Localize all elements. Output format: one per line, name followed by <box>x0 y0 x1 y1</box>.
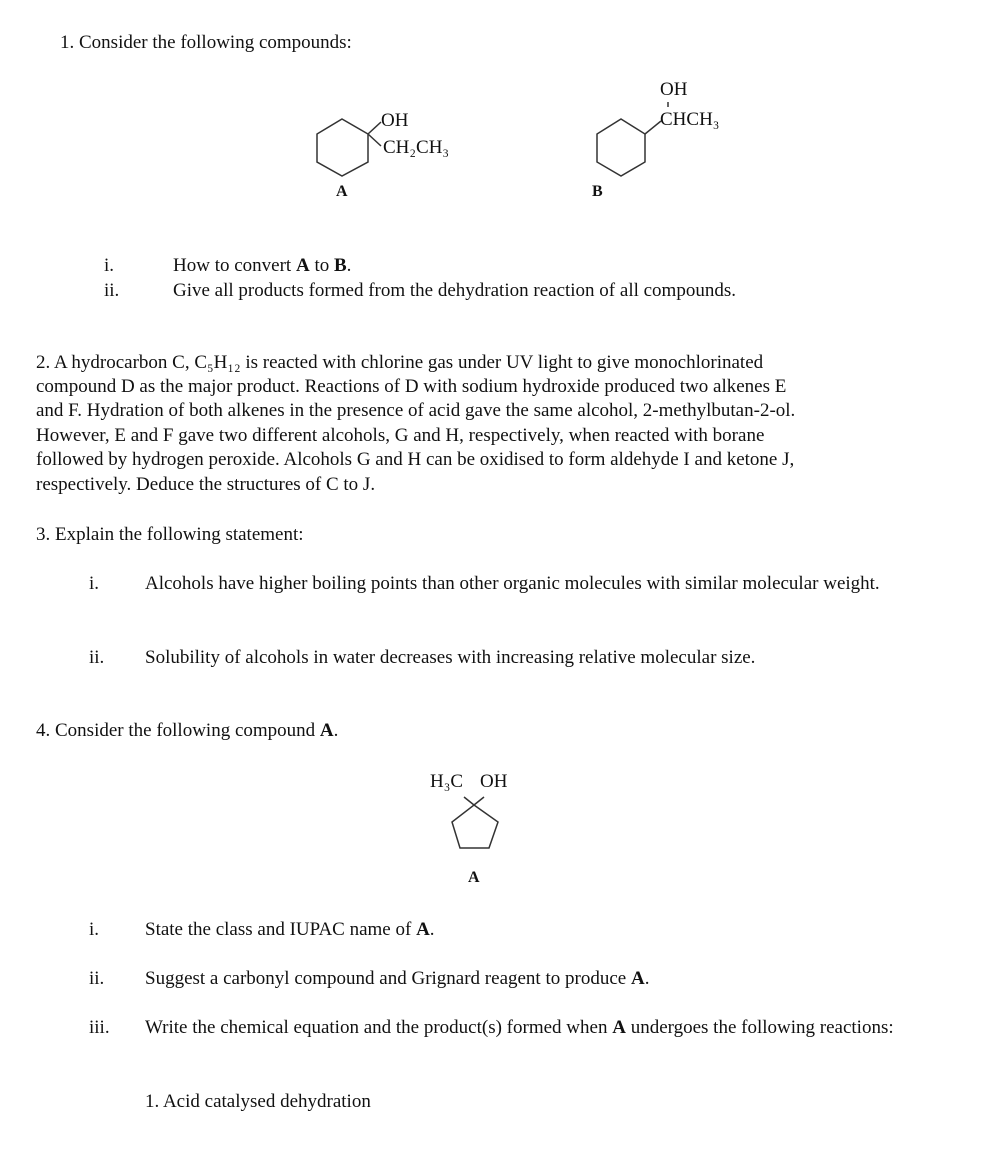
q1-title: 1. Consider the following compounds: <box>60 32 352 53</box>
compound-a-label: A <box>336 183 348 200</box>
q2-line: 2. A hydrocarbon C, C₅H₁₂ is reacted with chlorine gas under UV light to give monochlorinated <box>36 352 764 373</box>
cyclohexane-ring-b <box>597 102 668 176</box>
q1-item-num: i. <box>104 255 115 276</box>
compound-a-chain: CH₂CH₃ <box>383 137 450 158</box>
q4-item-text: Write the chemical equation and the product(s) formed when A undergoes the following reactions: <box>145 1017 894 1038</box>
cyclohexane-ring-a <box>317 119 381 176</box>
compound-label: A <box>468 869 480 886</box>
compound-b-chain: CHCH₃ <box>660 109 720 130</box>
q4-sub-item: 1. Acid catalysed dehydration <box>145 1091 371 1112</box>
q3-title: 3. Explain the following statement: <box>36 524 304 545</box>
q2-line: However, E and F gave two different alcohols, G and H, respectively, when reacted with borane <box>36 425 765 446</box>
compound-methyl: H₃C <box>430 771 464 792</box>
q3-item-text: Alcohols have higher boiling points than other organic molecules with similar molecular weight. <box>145 573 880 594</box>
q4-item-text: State the class and IUPAC name of A. <box>145 919 435 940</box>
q4-title: 4. Consider the following compound A. <box>36 720 339 741</box>
cyclopentane-ring <box>452 797 498 848</box>
q1-item-text: Give all products formed from the dehydration reaction of all compounds. <box>173 280 736 301</box>
q3-item-num: ii. <box>89 647 105 668</box>
q3-item-text: Solubility of alcohols in water decreases with increasing relative molecular size. <box>145 647 756 668</box>
q4-item-num: iii. <box>89 1017 110 1038</box>
compound-oh: OH <box>480 771 508 792</box>
q1-item-text: How to convert A to B. <box>173 255 352 276</box>
compound-a-oh: OH <box>381 110 409 131</box>
compound-b-label: B <box>592 183 603 200</box>
q2-line: and F. Hydration of both alkenes in the presence of acid gave the same alcohol, 2-methylbutan-2-ol. <box>36 400 796 421</box>
q4-item-num: ii. <box>89 968 105 989</box>
q1-item-num: ii. <box>104 280 120 301</box>
q3-item-num: i. <box>89 573 100 594</box>
q4-item-text: Suggest a carbonyl compound and Grignard reagent to produce A. <box>145 968 650 989</box>
compound-b-oh: OH <box>660 79 688 100</box>
q2-line: compound D as the major product. Reactions of D with sodium hydroxide produced two alkenes E <box>36 376 787 397</box>
q2-line: followed by hydrogen peroxide. Alcohols G and H can be oxidised to form aldehyde I and ketone J, <box>36 449 795 470</box>
q4-item-num: i. <box>89 919 100 940</box>
q2-line: respectively. Deduce the structures of C to J. <box>36 474 376 495</box>
